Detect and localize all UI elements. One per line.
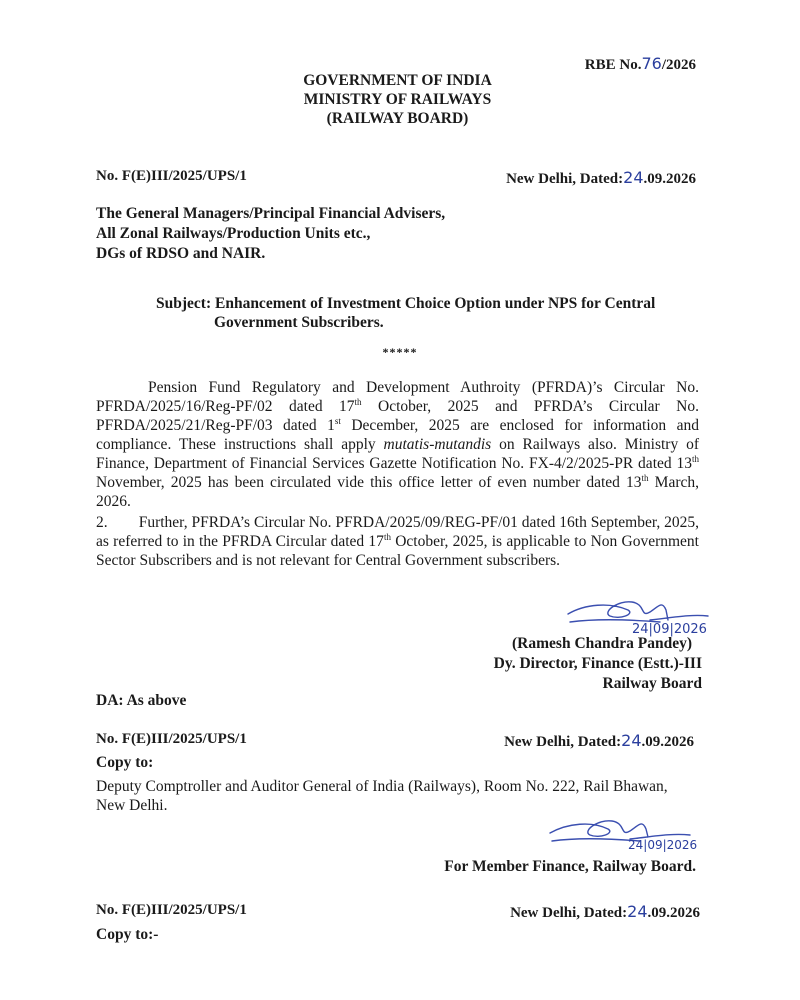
separator: *****: [382, 345, 418, 359]
paragraph-2: 2. Further, PFRDA’s Circular No. PFRDA/2025/09/REG-PF/01 dated 16th September, 2025, as referred to in the PFRDA Circular dated 17th October, 2025, is applicable to Non Government Sector Subscribers and is not relevant for Central Government subscribers.: [96, 514, 699, 569]
copy1-recipient: Deputy Comptroller and Auditor General of India (Railways), Room No. 222, Rail Bhawan, New Delhi.: [96, 778, 668, 814]
copy1-date: New Delhi, Dated:24.09.2026: [504, 731, 694, 750]
letterhead-line1: GOVERNMENT OF INDIA: [303, 72, 492, 89]
signatory-office: Railway Board: [602, 675, 702, 692]
paragraph-1: Pension Fund Regulatory and Development Authroity (PFRDA)’s Circular No. PFRDA/2025/16/Reg-PF/02 dated 17th October, 2025 and PFRDA’s Circular No. PFRDA/2025/21/Reg-PF/03 dated 1st December, 2025 are enclosed for information and compliance. These instructions shall apply mutatis-mutandis on Railways also. Ministry of Finance, Department of Financial Services Gazette Notification No. FX-4/2/2025-PR dated 13th November, 2025 has been circulated vide this office letter of even number dated 13th March, 2026.: [96, 379, 700, 510]
enclosure: DA: As above: [96, 692, 187, 709]
copy1-label: Copy to:: [96, 754, 154, 771]
file-number: No. F(E)III/2025/UPS/1: [96, 168, 247, 184]
copy2-date: New Delhi, Dated:24.09.2026: [510, 902, 700, 921]
letterhead-line3: (RAILWAY BOARD): [326, 110, 469, 127]
subject: Subject: Enhancement of Investment Choice Option under NPS for Central Government Subscribers.: [156, 295, 656, 331]
handwritten-rbe-number: 76: [641, 54, 662, 73]
letterhead: [0, 71, 800, 128]
letter-date: New Delhi, Dated:24.09.2026: [506, 168, 696, 187]
copy1-signoff: For Member Finance, Railway Board.: [444, 858, 696, 875]
copy1-file-number: No. F(E)III/2025/UPS/1: [96, 731, 247, 747]
signature-2-date: 24|09|2026: [628, 838, 698, 852]
addressees: The General Managers/Principal Financial Advisers, All Zonal Railways/Production Units etc., DGs of RDSO and NAIR.: [96, 205, 446, 262]
copy2-label: Copy to:-: [96, 926, 159, 943]
signatory-block: [494, 634, 702, 694]
signatory-name: (Ramesh Chandra Pandey): [512, 635, 692, 652]
copy2-file-number: No. F(E)III/2025/UPS/1: [96, 902, 247, 918]
signature-1-date: 24|09|2026: [632, 622, 707, 637]
letterhead-line2: MINISTRY OF RAILWAYS: [303, 91, 492, 108]
signatory-designation: Dy. Director, Finance (Estt.)-III: [493, 655, 702, 672]
subject-label: Subject:: [156, 295, 212, 312]
rbe-number: RBE No.76/2026: [584, 54, 696, 73]
